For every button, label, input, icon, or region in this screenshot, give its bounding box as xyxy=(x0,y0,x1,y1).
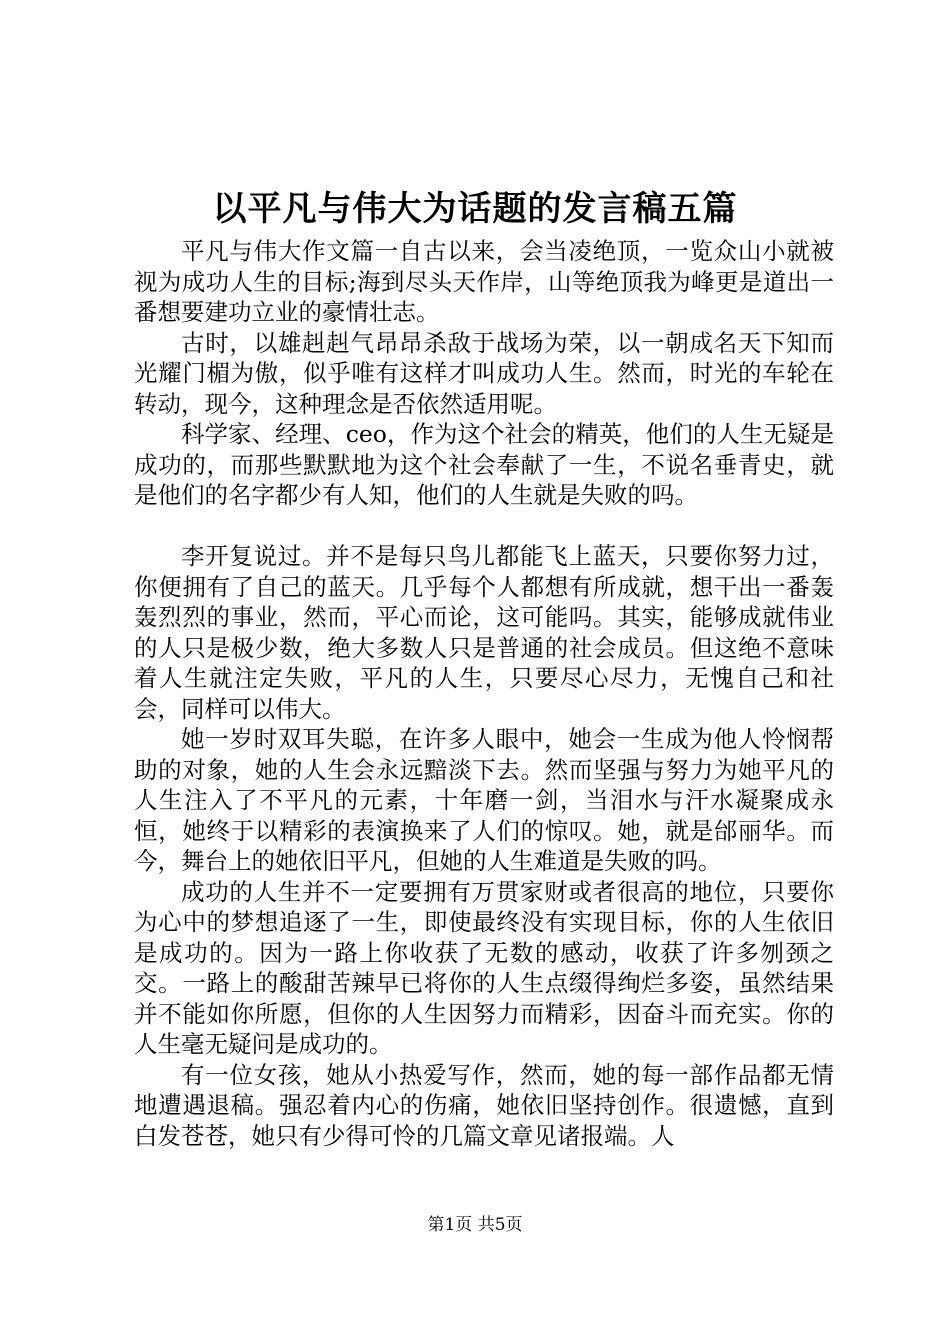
paragraph: 科学家、经理、ceo，作为这个社会的精英，他们的人生无疑是成功的，而那些默默地为这个社会奉献了一生，不说名垂青史，就是他们的名字都少有人知，他们的人生就是失败的吗。 xyxy=(134,420,834,509)
paragraph: 她一岁时双耳失聪，在许多人眼中，她会一生成为他人怜悯帮助的对象，她的人生会永远黯淡下去。然而坚强与努力为她平凡的人生注入了不平凡的元素，十年磨一剑，当泪水与汗水凝聚成永恒，她终于以精彩的表演换来了人们的惊叹。她，就是邰丽华。而今，舞台上的她依旧平凡，但她的人生难道是失败的吗。 xyxy=(134,725,834,875)
paragraph: 李开复说过。并不是每只鸟儿都能飞上蓝天，只要你努力过，你便拥有了自己的蓝天。几乎每个人都想有所成就，想干出一番轰轰烈烈的事业，然而，平心而论，这可能吗。其实，能够成就伟业的人只是极少数，绝大多数人只是普通的社会成员。但这绝不意味着人生就注定失败，平凡的人生，只要尽心尽力，无愧自己和社会，同样可以伟大。 xyxy=(134,542,834,723)
page-footer: 第1页 共5页 xyxy=(427,1215,523,1235)
paragraph: 成功的人生并不一定要拥有万贯家财或者很高的地位，只要你为心中的梦想追逐了一生，即使最终没有实现目标，你的人生依旧是成功的。因为一路上你收获了无数的感动，收获了许多刎颈之交。一路上的酸甜苦辣早已将你的人生点缀得绚烂多姿，虽然结果并不能如你所愿，但你的人生因努力而精彩，因奋斗而充实。你的人生毫无疑问是成功的。 xyxy=(134,877,834,1058)
paragraph: 平凡与伟大作文篇一自古以来，会当凌绝顶，一览众山小就被视为成功人生的目标;海到尽头天作岸，山等绝顶我为峰更是道出一番想要建功立业的豪情壮志。 xyxy=(134,237,834,326)
document-body xyxy=(134,236,834,1151)
document-title: 以平凡与伟大为话题的发言稿五篇 xyxy=(212,189,738,229)
paragraph: 有一位女孩，她从小热爱写作，然而，她的每一部作品都无情地遭遇退稿。强忍着内心的伤痛，她依旧坚持创作。很遗憾，直到白发苍苍，她只有少得可怜的几篇文章见诸报端。人 xyxy=(134,1060,834,1150)
paragraph: 古时，以雄赳赳气昂昂杀敌于战场为荣，以一朝成名天下知而光耀门楣为傲，似乎唯有这样才叫成功人生。然而，时光的车轮在转动，现今，这种理念是否依然适用呢。 xyxy=(134,328,834,418)
